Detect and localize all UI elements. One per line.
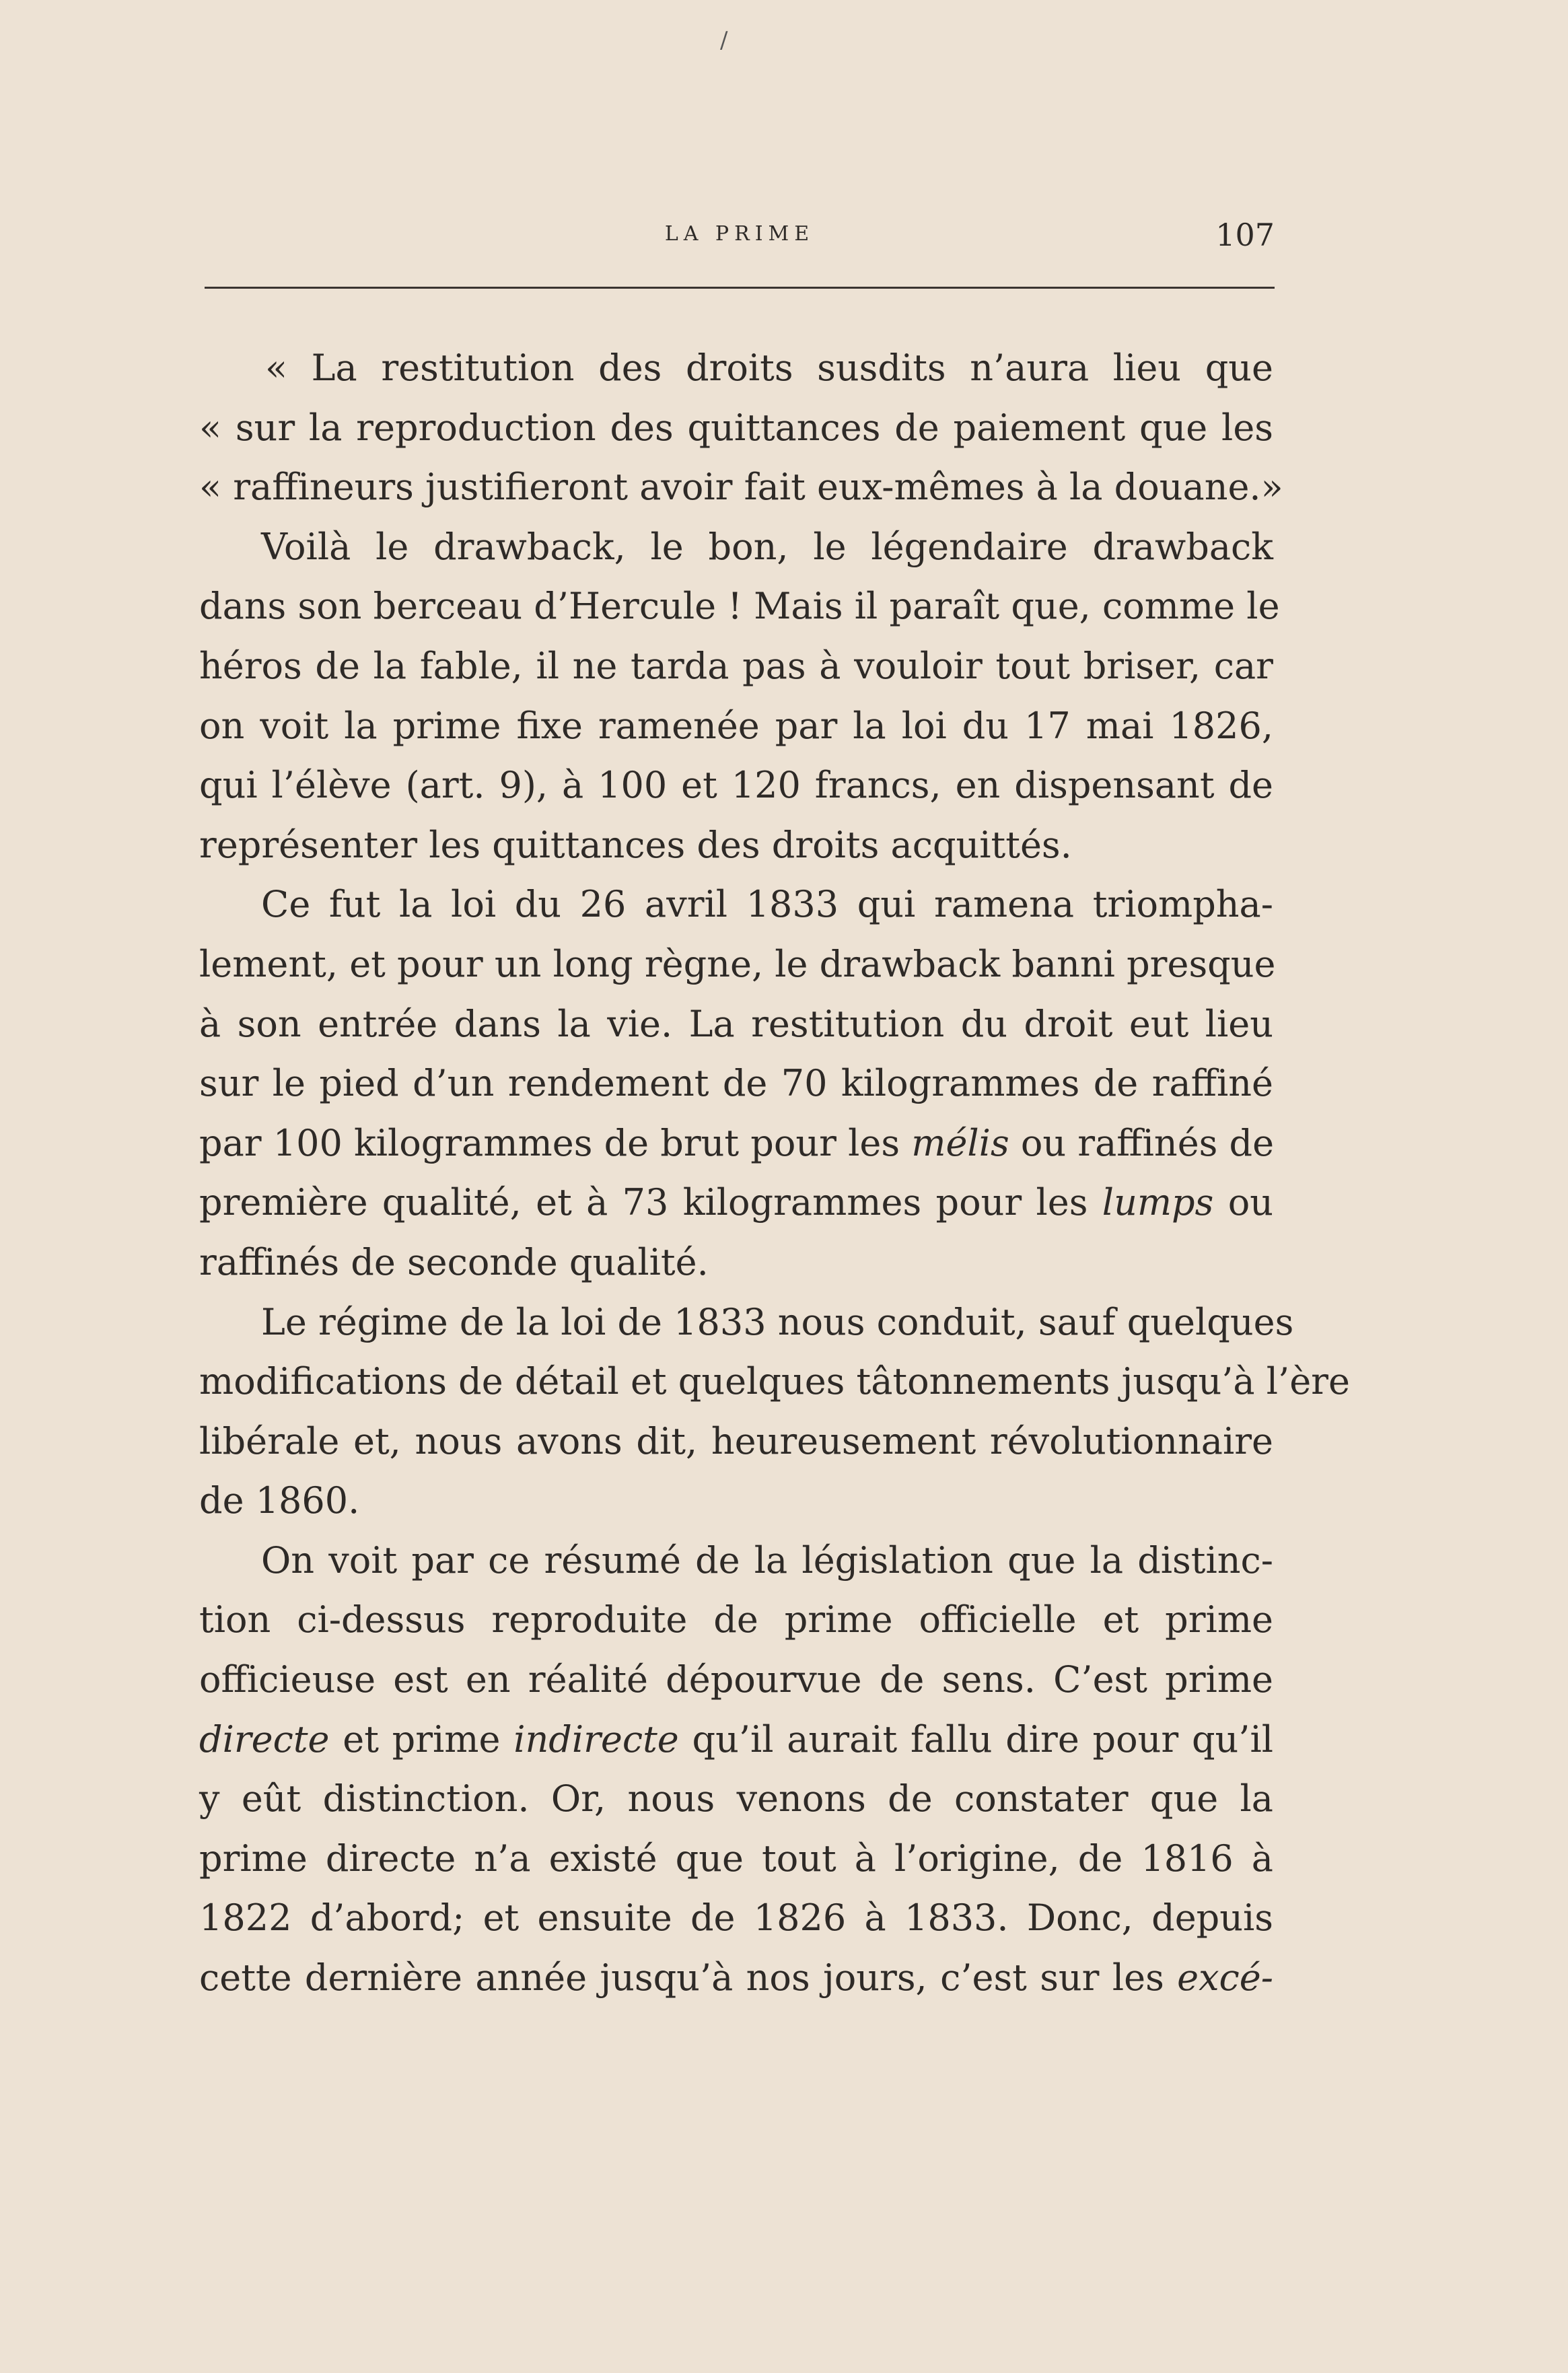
text-line: dans son berceau d’Hercule ! Mais il paraît que, comme le — [199, 585, 1280, 628]
page-header — [205, 217, 1275, 257]
text-run: ou raffinés de — [1009, 1121, 1275, 1164]
text-line: qui l’élève (art. 9), à 100 et 120 francs, en dispensant de — [199, 764, 1273, 807]
text-line: on voit la prime fixe ramenée par la loi du 17 mai 1826, — [199, 704, 1273, 747]
text-line — [199, 1114, 1273, 1174]
italic-term: excé- — [1177, 1956, 1273, 1999]
italic-term: lumps — [1102, 1181, 1214, 1224]
text-line: libérale et, nous avons dit, heureusement révolutionnaire — [199, 1419, 1273, 1462]
text-line: Le régime de la loi de 1833 nous conduit, sauf quelques — [261, 1300, 1294, 1343]
text-line: de 1860. — [199, 1479, 360, 1522]
italic-term: directe — [199, 1717, 330, 1761]
text-line: à son entrée dans la vie. La restitution du droit eut lieu — [199, 1002, 1273, 1045]
body-text — [199, 339, 1350, 2008]
text-line: sur le pied d’un rendement de 70 kilogrammes de raffiné — [199, 1062, 1273, 1105]
text-run: cette dernière année jusqu’à nos jours, c’est sur les — [199, 1956, 1178, 1999]
text-line: officieuse est en réalité dépourvue de sens. C’est prime — [199, 1658, 1273, 1701]
text-run: et prime — [329, 1717, 514, 1761]
text-line: Voilà le drawback, le bon, le légendaire drawback — [261, 525, 1273, 568]
text-line: « raffineurs justifieront avoir fait eux-mêmes à la douane.» — [199, 466, 1283, 509]
text-line — [199, 1710, 1273, 1770]
text-line: lement, et pour un long règne, le drawback banni presque — [199, 942, 1276, 985]
text-run: ou — [1213, 1181, 1273, 1224]
text-run: qu’il aurait fallu dire pour qu’il — [678, 1717, 1274, 1761]
text-line: Ce fut la loi du 26 avril 1833 qui ramena triompha- — [261, 883, 1273, 926]
text-line: tion ci-dessus reproduite de prime officielle et prime — [199, 1598, 1273, 1641]
text-line — [199, 1948, 1273, 2008]
header-rule — [205, 287, 1275, 289]
italic-term: indirecte — [513, 1717, 679, 1761]
page-number: 107 — [1215, 217, 1275, 253]
text-line: 1822 d’abord; et ensuite de 1826 à 1833. Donc, depuis — [199, 1897, 1273, 1940]
top-tick-mark: / — [720, 27, 728, 54]
text-run: par 100 kilogrammes de brut pour les — [199, 1121, 912, 1164]
text-line: On voit par ce résumé de la législation que la distinc- — [261, 1538, 1273, 1582]
text-line — [199, 1173, 1273, 1233]
text-run: première qualité, et à 73 kilogrammes pour les — [199, 1181, 1102, 1224]
running-title: LA PRIME — [664, 222, 815, 246]
text-line: héros de la fable, il ne tarda pas à vouloir tout briser, car — [199, 644, 1273, 687]
text-line: y eût distinction. Or, nous venons de constater que la — [199, 1777, 1273, 1820]
text-line: raffinés de seconde qualité. — [199, 1240, 709, 1283]
text-line: prime directe n’a existé que tout à l’origine, de 1816 à — [199, 1837, 1273, 1880]
italic-term: mélis — [911, 1121, 1009, 1164]
text-line: modifications de détail et quelques tâtonnements jusqu’à l’ère — [199, 1360, 1350, 1403]
text-line: représenter les quittances des droits acquittés. — [199, 823, 1072, 866]
text-line: « La restitution des droits susdits n’aura lieu que — [265, 347, 1273, 389]
text-line: « sur la reproduction des quittances de paiement que les — [199, 406, 1273, 449]
